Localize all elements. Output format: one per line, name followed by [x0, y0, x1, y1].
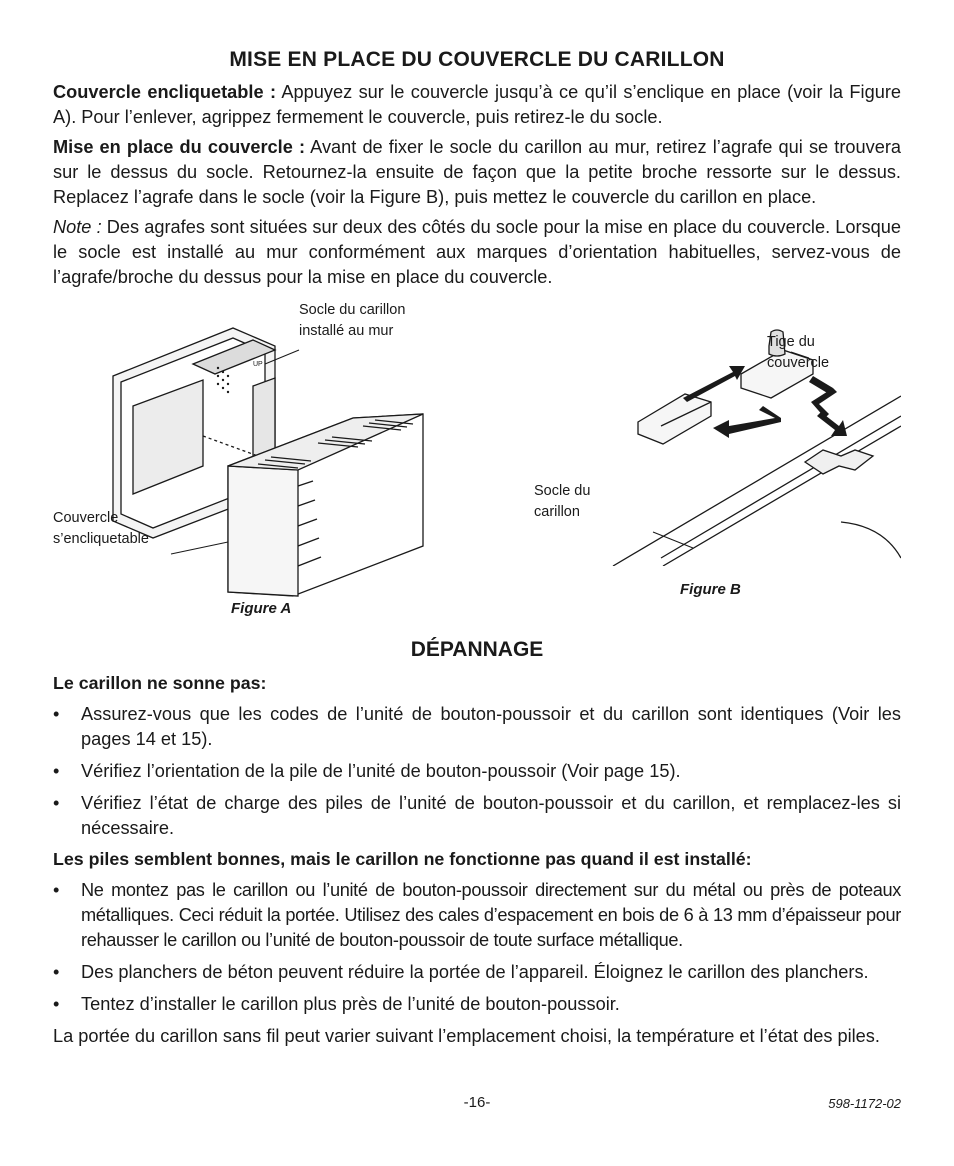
text-note: Des agrafes sont situées sur deux des côtés du socle pour la mise en place du couvercle. Lorsque le socle est installé au mur conformément aux marques d’orientation habituelles, servez-vous de l’agrafe/broche du dessus pour la mise en place du couvercle.	[53, 217, 901, 287]
list-item: • Tentez d’installer le carillon plus près de l’unité de bouton-poussoir.	[53, 992, 901, 1017]
bullet: •	[53, 704, 60, 724]
subhead-batteries-ok: Les piles semblent bonnes, mais le carillon ne fonctionne pas quand il est installé:	[53, 849, 752, 869]
lead-snap-cover: Couvercle encliquetable :	[53, 82, 277, 102]
bullet: •	[53, 793, 60, 813]
list-no-ring	[53, 702, 901, 841]
page-footer	[0, 1094, 954, 1118]
paragraph-note	[53, 215, 901, 290]
text-cover-placement: Avant de fixer le socle du carillon au mur, retirez l’agrafe qui se trouvera sur le dessus du socle. Retournez-la ensuite de façon que la petite broche ressorte sur le dessus. Replacez l’agrafe dans le socle (voir la Figure B), puis mettez le couvercle du carillon en place.	[53, 137, 902, 207]
list-item: • Vérifiez l’état de charge des piles de l’unité de bouton-poussoir et du carillon, et remplacez-les si nécessaire.	[53, 793, 901, 838]
figure-a-label-base-line1: Socle du carillon	[299, 302, 406, 318]
figure-b-label-pin-line1: Tige du	[767, 334, 815, 350]
figure-b-label-base-line2: carillon	[534, 504, 580, 520]
figure-a-label-cover	[53, 508, 149, 550]
figure-b-label-base	[534, 481, 590, 523]
figures-area	[53, 302, 901, 636]
document-number: 598-1172-02	[828, 1096, 901, 1111]
bullet: •	[53, 880, 60, 900]
list-item: • Ne montez pas le carillon ou l’unité de bouton-poussoir directement sur du métal ou près de poteaux métalliques. Ceci réduit la portée. Utilisez des cales d’espacement en bois de 6 à 13 mm d’épaisseur pour rehausser le carillon ou l’unité de bouton-poussoir de toute surface métallique.	[53, 880, 901, 950]
lead-cover-placement: Mise en place du couvercle :	[53, 137, 306, 157]
figure-b-label-base-line1: Socle du	[534, 483, 591, 499]
list-item: • Des planchers de béton peuvent réduire la portée de l’appareil. Éloignez le carillon des planchers.	[53, 960, 901, 985]
page-content	[53, 48, 901, 1054]
figure-a-up-mark: UP	[253, 361, 263, 368]
figure-b-illustration	[583, 326, 901, 566]
bullet: •	[53, 962, 60, 982]
bullet: •	[53, 761, 60, 781]
lead-note: Note :	[53, 217, 102, 237]
section-title-troubleshooting: DÉPANNAGE	[410, 638, 544, 661]
figure-a-label-cover-line2: s’encliquetable	[53, 531, 149, 547]
figure-a-label-base	[299, 300, 405, 342]
figure-b-label-pin	[767, 332, 829, 374]
page-number: -16-	[463, 1094, 491, 1111]
paragraph-snap-cover	[53, 80, 901, 130]
text-snap-cover: Appuyez sur le couvercle jusqu’à ce qu’il s’enclique en place (voir la Figure A). Pour l’enlever, agrippez fermement le couvercle, puis retirez-le du socle.	[53, 82, 901, 127]
list-item: • Assurez-vous que les codes de l’unité de bouton-poussoir et du carillon sont identiques (Voir les pages 14 et 15).	[53, 704, 901, 749]
figure-a-label-base-line2: installé au mur	[299, 323, 394, 339]
section-title-cover: MISE EN PLACE DU COUVERCLE DU CARILLON	[229, 48, 725, 71]
paragraph-cover-placement	[53, 135, 901, 210]
bullet: •	[53, 994, 60, 1014]
subhead-no-ring: Le carillon ne sonne pas:	[53, 673, 267, 693]
list-batteries-ok	[53, 878, 901, 1017]
figure-b-caption: Figure B	[680, 581, 741, 598]
list-item: • Vérifiez l’orientation de la pile de l’unité de bouton-poussoir (Voir page 15).	[53, 759, 901, 784]
figure-a-caption: Figure A	[231, 600, 292, 617]
figure-a-illustration	[53, 306, 483, 606]
figure-a-label-cover-line1: Couvercle	[53, 510, 119, 526]
closing-paragraph: La portée du carillon sans fil peut varier suivant l’emplacement choisi, la température et l’état des piles.	[53, 1026, 880, 1046]
figure-b-label-pin-line2: couvercle	[767, 355, 830, 371]
